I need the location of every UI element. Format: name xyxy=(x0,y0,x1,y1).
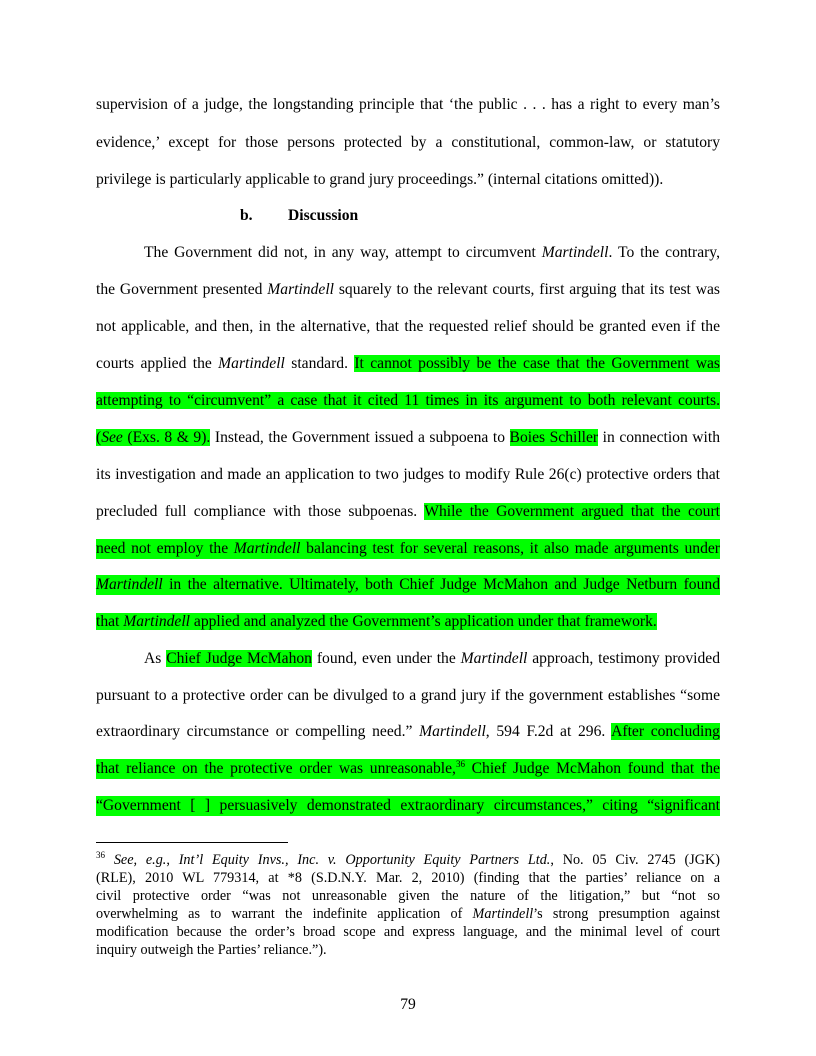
section-title: Discussion xyxy=(288,207,359,224)
footnote-line: $^{36}$ See, e.g., Int’l Equity Invs., Inc. v. Opportunity Equity Partners Ltd., No. 05 Civ. 2745 (JGK) xyxy=(96,850,720,868)
footnote-number: 36 xyxy=(96,850,105,860)
body-line: precluded full compliance with those subpoenas. While the Government argued that the court xyxy=(96,503,720,520)
section-heading xyxy=(240,206,358,226)
body-line xyxy=(96,391,720,411)
body-line-highlighted: “Government [ ] persuasively demonstrated extraordinary circumstances,” citing “significant xyxy=(96,797,720,814)
body-line: extraordinary circumstance or compelling need.” Martindell, 594 F.2d at 296. After concluding xyxy=(96,723,720,740)
body-line: its investigation and made an application to two judges to modify Rule 26(c) protective orders that xyxy=(96,466,720,483)
highlight: that Martindell applied and analyzed the Government’s application under that framework. xyxy=(96,613,657,630)
footnote-line: civil protective order “was not unreasonable given the nature of the litigation,” but “not so xyxy=(96,888,720,904)
footnote-ref: 36 xyxy=(455,759,465,769)
footnote-line: (RLE), 2010 WL 779314, at *8 (S.D.N.Y. Mar. 2, 2010) (finding that the parties’ reliance on a xyxy=(96,870,720,886)
highlight: (See (Exs. 8 & 9). xyxy=(96,429,211,446)
body-line: courts applied the Martindell standard. It cannot possibly be the case that the Government was xyxy=(96,355,720,372)
highlight: While the Government argued that the court xyxy=(424,503,720,520)
highlight: It cannot possibly be the case that the Government was xyxy=(354,355,720,372)
footnote-separator xyxy=(96,842,288,843)
highlight: Chief Judge McMahon xyxy=(166,650,312,667)
body-line: The Government did not, in any way, attempt to circumvent Martindell. To the contrary, xyxy=(144,244,720,261)
body-line xyxy=(96,612,720,632)
highlight: After concluding xyxy=(611,723,720,740)
body-line: pursuant to a protective order can be divulged to a grand jury if the government establishes “some xyxy=(96,687,720,704)
body-line-highlighted: Martindell in the alternative. Ultimately, both Chief Judge McMahon and Judge Netburn found xyxy=(96,576,720,593)
body-line: As Chief Judge McMahon found, even under the Martindell approach, testimony provided xyxy=(144,650,720,667)
body-line: evidence,’ except for those persons protected by a constitutional, common-law, or statutory xyxy=(96,134,720,151)
body-line: (See (Exs. 8 & 9). Instead, the Government issued a subpoena to Boies Schiller in connection with xyxy=(96,429,721,446)
body-line: the Government presented Martindell squarely to the relevant courts, first arguing that its test was xyxy=(96,281,720,298)
highlight: Boies Schiller xyxy=(509,429,599,446)
body-line: supervision of a judge, the longstanding principle that ‘the public . . . has a right to every man’s xyxy=(96,96,720,113)
body-line-highlighted: need not employ the Martindell balancing test for several reasons, it also made arguments under xyxy=(96,540,720,557)
highlight: attempting to “circumvent” a case that it cited 11 times in its argument to both relevant courts. xyxy=(96,392,720,409)
footnote-line: overwhelming as to warrant the indefinite application of Martindell’s strong presumption against xyxy=(96,906,720,922)
footnote-line: inquiry outweigh the Parties’ reliance.”). xyxy=(96,942,327,958)
body-line: privilege is particularly applicable to grand jury proceedings.” (internal citations omitted)). xyxy=(96,171,664,188)
page-number: 79 xyxy=(400,996,416,1013)
body-line: not applicable, and then, in the alternative, that the requested relief should be granted even if the xyxy=(96,318,720,335)
body-line-highlighted: that reliance on the protective order was unreasonable,$^{36}$ Chief Judge McMahon found that the xyxy=(96,759,720,777)
footnote-line: modification because the order’s broad scope and express language, and the minimal level of court xyxy=(96,924,720,940)
section-label: b. xyxy=(240,207,253,224)
